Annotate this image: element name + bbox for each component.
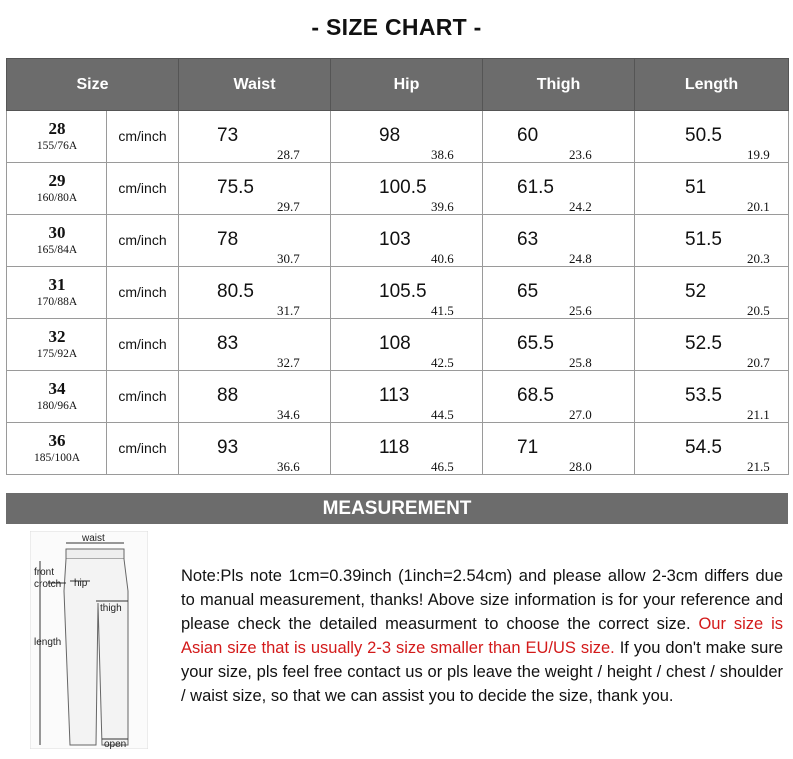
thigh-cm-value: 68.5 [517, 385, 554, 406]
thigh-cm-value: 61.5 [517, 177, 554, 198]
size-code: 165/84A [36, 244, 78, 256]
hip-inch-value: 41.5 [431, 303, 454, 318]
table-row [7, 319, 789, 371]
size-cell [7, 319, 179, 371]
size-chart-table [6, 58, 789, 475]
size-cell [7, 111, 179, 163]
length-cm-value: 52 [685, 281, 707, 302]
size-cell [7, 423, 179, 475]
waist-cell [179, 215, 331, 267]
size-number: 31 [48, 275, 66, 294]
waist-inch-value: 30.7 [277, 251, 300, 266]
thigh-cell [483, 371, 635, 423]
thigh-cm-value: 60 [517, 125, 539, 146]
length-cell [635, 319, 789, 371]
length-inch-value: 20.5 [747, 303, 770, 318]
waist-cell [179, 111, 331, 163]
waist-cm-value: 88 [217, 385, 239, 406]
thigh-inch-value: 27.0 [569, 407, 592, 422]
thigh-cell [483, 423, 635, 475]
measurement-heading: MEASUREMENT [6, 493, 788, 524]
diagram-label-open: open [104, 739, 127, 749]
thigh-inch-value: 24.8 [569, 251, 592, 266]
length-inch-value: 20.7 [747, 355, 770, 370]
table-header-row [7, 59, 789, 111]
waist-cell [179, 267, 331, 319]
waist-inch-value: 31.7 [277, 303, 300, 318]
diagram-label-hip: hip [74, 578, 88, 589]
thigh-inch-value: 24.2 [569, 199, 592, 214]
waist-cell [179, 371, 331, 423]
diagram-label-waist: waist [82, 533, 105, 544]
thigh-cm-value: 65 [517, 281, 539, 302]
hip-cm-value: 100.5 [379, 177, 427, 198]
waist-cell [179, 163, 331, 215]
unit-label: cm/inch [118, 232, 167, 248]
table-row [7, 215, 789, 267]
waist-inch-value: 29.7 [277, 199, 300, 214]
size-code: 180/96A [36, 400, 78, 412]
table-row [7, 371, 789, 423]
page-title: - SIZE CHART - [311, 14, 482, 40]
length-cm-value: 54.5 [685, 437, 722, 458]
waist-cm-value: 73 [217, 125, 239, 146]
hip-cm-value: 103 [379, 229, 411, 250]
length-cm-value: 51 [685, 177, 707, 198]
hip-cell [331, 371, 483, 423]
waist-cm-value: 83 [217, 333, 239, 354]
unit-label: cm/inch [118, 336, 167, 352]
table-row [7, 163, 789, 215]
waist-cm-value: 93 [217, 437, 239, 458]
thigh-cell [483, 267, 635, 319]
header-length: Length [635, 59, 789, 111]
size-code: 175/92A [36, 348, 78, 360]
hip-inch-value: 42.5 [431, 355, 454, 370]
length-cell [635, 215, 789, 267]
size-number: 34 [48, 379, 66, 398]
size-code: 155/76A [36, 140, 78, 152]
thigh-cm-value: 63 [517, 229, 539, 250]
size-code: 160/80A [36, 192, 78, 204]
size-number: 30 [48, 223, 66, 242]
size-cell [7, 267, 179, 319]
length-cm-value: 51.5 [685, 229, 722, 250]
thigh-cm-value: 71 [517, 437, 539, 458]
thigh-cell [483, 319, 635, 371]
unit-label: cm/inch [118, 440, 167, 456]
note-warning-asian-size: Our size is Asian size that is usually 2-3 size smaller than EU/US size. [181, 615, 784, 657]
unit-label: cm/inch [118, 180, 167, 196]
length-cm-value: 53.5 [685, 385, 722, 406]
hip-inch-value: 38.6 [431, 147, 454, 162]
hip-cm-value: 108 [379, 333, 411, 354]
size-cell [7, 163, 179, 215]
waist-inch-value: 36.6 [277, 459, 300, 474]
hip-inch-value: 46.5 [431, 459, 454, 474]
hip-inch-value: 40.6 [431, 251, 454, 266]
size-number: 29 [48, 171, 66, 190]
note-text-1: Note:Pls note 1cm=0.39inch (1inch=2.54cm) and please allow 2-3cm differs due to manual measurement, thanks! Above size information is for your reference and please check the detailed measurment to choose the correct size. [181, 567, 783, 633]
thigh-cell [483, 111, 635, 163]
length-cm-value: 50.5 [685, 125, 722, 146]
diagram-label-crotch: crotch [34, 579, 62, 590]
length-inch-value: 21.5 [747, 459, 770, 474]
size-cell [7, 371, 179, 423]
size-code: 170/88A [36, 296, 78, 308]
length-cell [635, 163, 789, 215]
hip-cell [331, 111, 483, 163]
size-number: 28 [48, 119, 66, 138]
hip-cm-value: 118 [379, 437, 410, 458]
table-row [7, 423, 789, 475]
size-cell [7, 215, 179, 267]
diagram-label-front: front [34, 567, 55, 578]
length-cell [635, 371, 789, 423]
waist-inch-value: 32.7 [277, 355, 300, 370]
unit-label: cm/inch [118, 284, 167, 300]
size-number: 32 [48, 327, 66, 346]
thigh-inch-value: 28.0 [569, 459, 592, 474]
unit-label: cm/inch [118, 128, 167, 144]
hip-inch-value: 39.6 [431, 199, 454, 214]
waist-cm-value: 80.5 [217, 281, 254, 302]
header-hip: Hip [331, 59, 483, 111]
length-cm-value: 52.5 [685, 333, 722, 354]
hip-cm-value: 105.5 [379, 281, 427, 302]
hip-cell [331, 267, 483, 319]
length-inch-value: 20.1 [747, 199, 770, 214]
table-row [7, 111, 789, 163]
hip-cm-value: 113 [379, 385, 410, 406]
waist-cm-value: 75.5 [217, 177, 254, 198]
thigh-cell [483, 215, 635, 267]
hip-cm-value: 98 [379, 125, 401, 146]
waist-inch-value: 34.6 [277, 407, 300, 422]
size-number: 36 [48, 431, 66, 450]
size-note [181, 564, 783, 708]
note-text-2: If you don't make sure your size, pls feel free contact us or pls leave the weight / height / chest / shoulder / waist size, so that we can assist you to decide the size, thank you. [181, 639, 784, 705]
size-code: 185/100A [34, 452, 80, 464]
header-waist: Waist [179, 59, 331, 111]
thigh-inch-value: 25.8 [569, 355, 592, 370]
thigh-inch-value: 25.6 [569, 303, 592, 318]
thigh-cm-value: 65.5 [517, 333, 554, 354]
diagram-label-thigh: thigh [100, 603, 122, 614]
length-inch-value: 20.3 [747, 251, 770, 266]
hip-cell [331, 423, 483, 475]
table-row [7, 267, 789, 319]
waist-inch-value: 28.7 [277, 147, 300, 162]
waist-cell [179, 319, 331, 371]
length-cell [635, 423, 789, 475]
hip-cell [331, 319, 483, 371]
waist-cell [179, 423, 331, 475]
header-thigh: Thigh [483, 59, 635, 111]
waist-cm-value: 78 [217, 229, 239, 250]
thigh-cell [483, 163, 635, 215]
hip-cell [331, 163, 483, 215]
hip-cell [331, 215, 483, 267]
length-inch-value: 21.1 [747, 407, 770, 422]
hip-inch-value: 44.5 [431, 407, 454, 422]
header-size: Size [7, 59, 179, 111]
length-cell [635, 111, 789, 163]
pants-diagram [30, 531, 148, 749]
diagram-label-length: length [34, 637, 62, 648]
length-cell [635, 267, 789, 319]
unit-label: cm/inch [118, 388, 167, 404]
thigh-inch-value: 23.6 [569, 147, 592, 162]
length-inch-value: 19.9 [747, 147, 770, 162]
